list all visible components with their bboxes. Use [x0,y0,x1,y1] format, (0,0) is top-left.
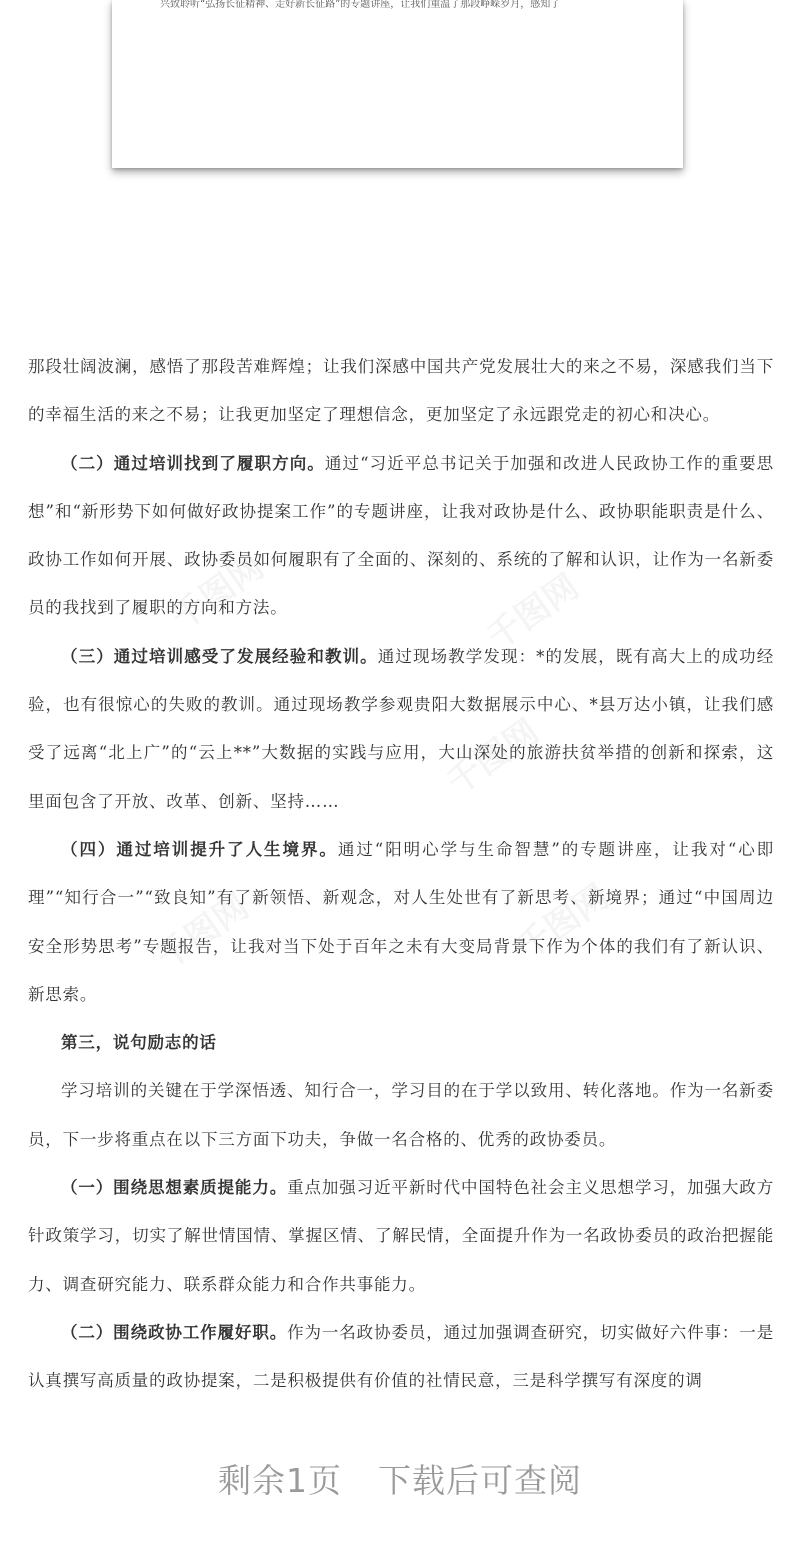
paragraph: 学习培训的关键在于学深悟透、知行合一，学习目的在于学以致用、转化落地。作为一名新委员，下一步将重点在以下三方面下功夫，争做一名合格的、优秀的政协委员。 [28,1081,774,1149]
paragraph [28,633,774,826]
section-heading: （二）通过培训找到了履职方向。 [61,453,325,473]
chapter-heading: 第三，说句励志的话 [61,1033,217,1053]
download-to-read-label[interactable]: 下载后可查阅 [378,1461,582,1500]
preview-page-card [112,0,683,168]
paragraph-text: 作为一名政协委员，通过加强调查研究，切实做好六件事：一是认真撰写高质量的政协提案，二是积极提供有价值的社情民意，三是科学撰写有深度的调 [28,1322,774,1391]
paragraph-text: 通过“阳明心学与生命智慧”的专题讲座，让我对“心即理”“知行合一”“致良知”有了新领悟、新观念，对人生处世有了新思考、新境界；通过“中国周边安全形势思考”专题报告，让我对当下处于百年之未有大变局背景下作为个体的我们有了新认识、新思索。 [28,839,775,1004]
section-heading: （二）围绕政协工作履好职。 [61,1322,288,1342]
paragraph [28,440,774,633]
section-heading: （一）围绕思想素质提能力。 [61,1178,288,1198]
paragraph: 那段壮阔波澜，感悟了那段苦难辉煌；让我们深感中国共产党发展壮大的来之不易，深感我们当下的幸福生活的来之不易；让我更加坚定了理想信念，更加坚定了永远跟党走的初心和决心。 [28,357,774,425]
remaining-pages-label: 剩余1页 [218,1461,342,1500]
remaining-pages-banner[interactable] [0,1455,800,1502]
section-heading: （四）通过培训提升了人生境界。 [61,839,338,859]
document-body [28,343,774,1406]
preview-page-text: 兴致聆听“弘扬长征精神、走好新长征路”的专题讲座，让我们重温了那段峥嵘岁月，感知了 [160,0,561,10]
paragraph-text: 通过现场教学发现：*的发展，既有高大上的成功经验，也有很惊心的失败的教训。通过现场教学参观贵阳大数据展示中心、*县万达小镇，让我们感受了远离“北上广”的“云上**”大数据的实践与应用，大山深处的旅游扶贫举措的创新和探索，这里面包含了开放、改革、创新、坚持…… [28,646,774,811]
paragraph-text: 通过“习近平总书记关于加强和改进人民政协工作的重要思想”和“新形势下如何做好政协提案工作”的专题讲座，让我对政协是什么、政协职能职责是什么、政协工作如何开展、政协委员如何履职有了全面的、深刻的、系统的了解和认识，让作为一名新委员的我找到了履职的方向和方法。 [28,453,774,618]
paragraph [28,826,774,1019]
paragraph-text: 重点加强习近平新时代中国特色社会主义思想学习，加强大政方针政策学习，切实了解世情国情、掌握区情、了解民情，全面提升作为一名政协委员的政治把握能力、调查研究能力、联系群众能力和合作共事能力。 [28,1178,774,1294]
section-heading: （三）通过培训感受了发展经验和教训。 [61,646,378,666]
paragraph [28,1309,774,1406]
paragraph [28,1164,774,1309]
